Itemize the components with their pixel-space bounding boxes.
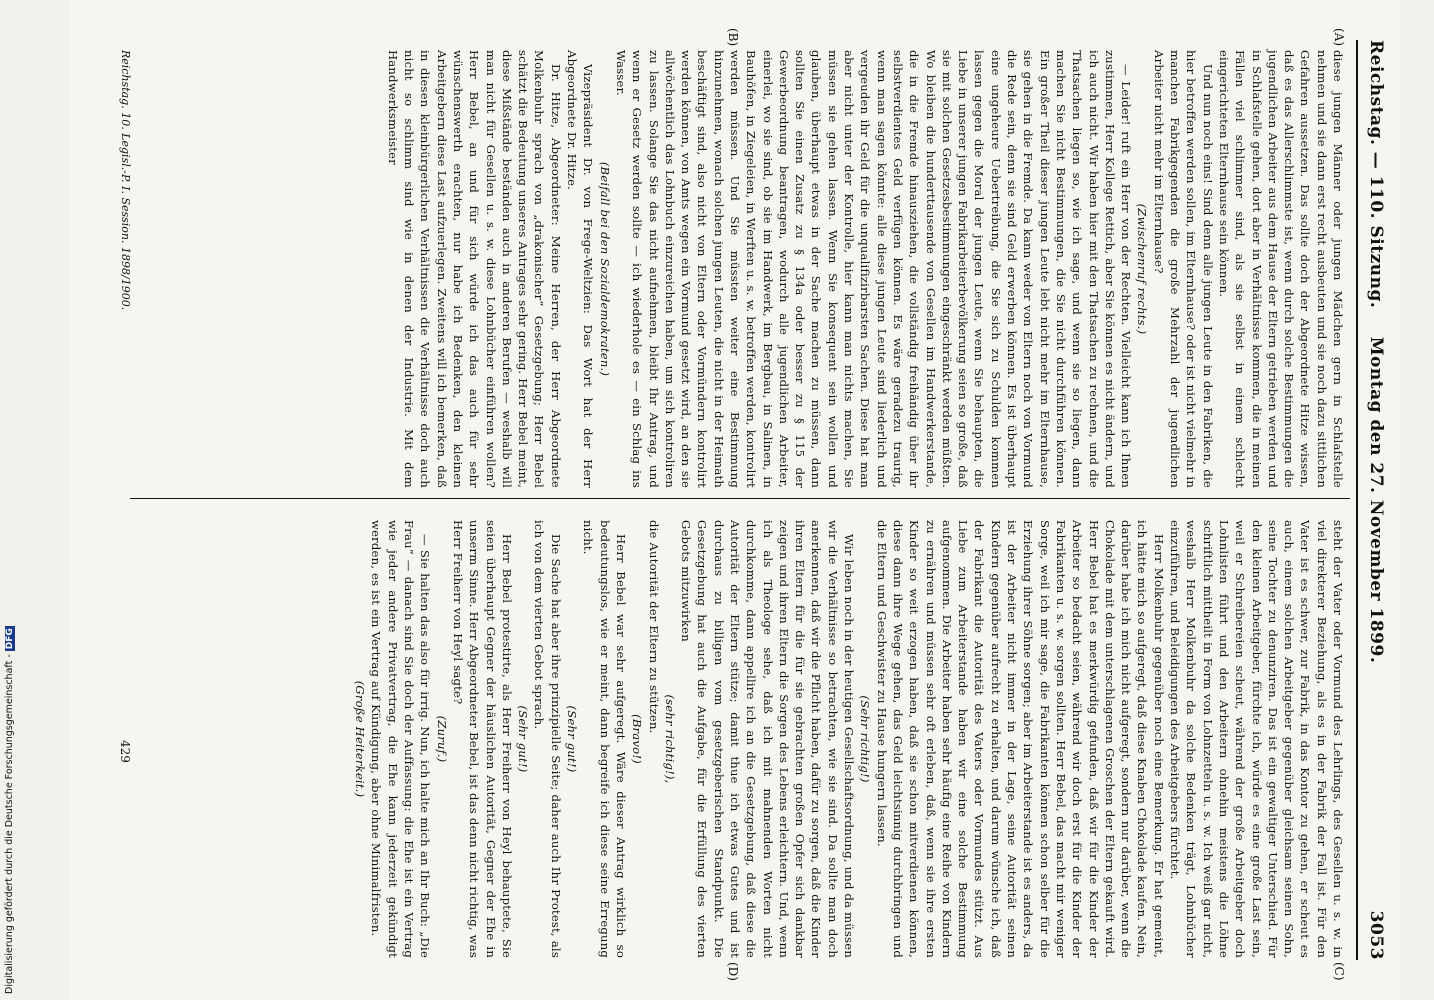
paragraph: Die Sache hat aber ihre prinzipielle Seite; daher auch Ihr Protest, als ich von dem vierten Gebot sprach. (532, 520, 563, 958)
interjection: (sehr richtig!), (662, 694, 677, 784)
margin-mark-d: (D) (726, 962, 740, 981)
left-column (384, 50, 1346, 488)
paragraph: — Sie halten das also für irrig. Nun, ich halte mich an Ihr Buch: „Die Frau“ — danach sind Sie doch der Auffassung: die Ehe ist ein Vertrag wie jeder andere Privatvertrag, die Ehe kann jederzeit gekündigt werden, es ist ein Vertrag auf Kündigung, aber ohne Minimalfristen. (369, 520, 433, 958)
paragraph: Herr Molkenbuhr gegenüber noch eine Bemerkung. Er hat gemeint, ich hätte mich so aufgeregt, daß diese Knaben Chokolade kaufen. Nein, darüber habe ich mich nicht aufgeregt, sondern nur darüber, wenn die Chokolade mit dem unterschlagenen Groschen der Eltern gekauft wird. Herr Bebel hat es merkwürdig gefunden, daß wir für die Kinder der Arbeiter so bedacht seien, während wir doch erst für die Kinder der Fabrikanten u. s. w. sorgen sollten. Herr Bebel, das macht mir weniger Sorge, weil ich mir sage, die Fabrikanten können schon selber für die Erziehung ihrer Söhne sorgen; aber im Arbeiterstande ist es anders, da ist der Arbeiter nicht immer in der Lage, seine Autorität seinen Kindern gegenüber aufrecht zu erhalten, und darum wünsche ich, daß der Fabrikant die Autorität des Vaters oder Vormundes stützt. Aus Liebe zum Arbeiterstande haben wir eine solche Bestimmung aufgenommen. Die Arbeiter haben sehr häufig eine Reihe von Kindern zu ernähren und müssen sehr oft erleben, daß, wenn sie ihre ersten Kinder so weit erzogen haben, daß sie schon mitverdienen können, diese dann ihre Wege gehen, das Geld leichtsinnig durchbringen und die Eltern und Geschwister zu Hause hungern lassen. (874, 520, 1166, 958)
footer-page-number: 429 (118, 740, 132, 763)
digitization-credit (4, 608, 20, 994)
paragraph: — Leider! ruft ein Herr von der Rechten. Vielleicht kann ich Ihnen zustimmen, Herr Kollege Rettich, aber Sie können es nicht ändern, und ich auch nicht. Wir haben hier mit den Thatsachen zu rechnen, und die Thatsachen liegen so, wie ich sage, und wenn sie so liegen, dann machen Sie nicht Bestimmungen, die Sie nicht durchführen können. Ein großer Theil dieser jungen Leute lebt nicht mehr im Elternhause, sie gehen in die Fremde. Da kann weder von Eltern noch von Vormund die Rede sein, denn sie sind Geld erwerben können. Es ist überhaupt eine ungeheure Uebertreibung, die Sie sich zu Schulden kommen lassen gegen die Moral der jungen Leute, wenn Sie behaupten, die Liebe in unserer jungen Fabrikarbeiterbevölkerung seien so große, daß sie mit solchen Gesetzesbestimmungen eingeschränkt werden müßten. Wo bleiben die hunderttausende von Gesellen im Handwerkerstande, die in die Fremde hinausziehen, die vollständig freihändig über ihr selbstverdientes Geld verfügen können. Es wäre geradezu traurig, wenn man sagen könnte: alle diese jungen Leute sind liederlich und vergeuden ihr Geld für die unqualifizirbarsten Sachen. Diese hat man aber nicht unter der Kontrolle, hier kann man nichts machen, Sie müssen sie gehen lassen. Wenn Sie konsequent sein wollen und glauben, überhaupt etwas in der Sache machen zu müssen, dann sollten Sie einen Zusatz zu § 134a oder besser zu § 115 der Gewerbeordnung beantragen, wodurch alle jugendlichen Arbeiter, einerlei, wo sie sind, ob sie im Handwerk, im Bergbau, in Salinen, in Bauhöfen, in Ziegeleien, in Werften u. s. w. betroffen werden, kontrolirt werden müssen. Und Sie müssten weiter eine Bestimmung hinzunehmen, wonach solchen jungen Leuten, die nicht in der Heimath beschäftigt sind, also nicht von Eltern oder Vormündern kontrolirt werden können, von Amts wegen ein Vormund gesetzt wird, an den sie allwöchentlich das Lohnbuch einzureichen haben, um sich kontroliren zu lassen. Solange Sie das nicht aufnehmen, bleibt Ihr Antrag, und wenn er Gesetz werden sollte — ich wiederhole es — ein Schlag ins Wasser. (613, 50, 1134, 488)
paragraph: Und nun noch eins! Sind denn alle jungen Leute in den Fabriken, die hier betroffen werden sollen, im Elternhause? oder ist nicht vielmehr in manchen Fabrikgegenden die große Mehrzahl der jugendlichen Arbeiter nicht mehr im Elternhause? (1151, 50, 1215, 488)
header-left: Reichstag. — 110. Sitzung. (1366, 40, 1386, 309)
interjection: (Bravo!) (630, 714, 645, 764)
dfg-logo: DFG (5, 628, 15, 650)
paragraph: Herr Bebel protestirte, als Herr Freiherr von Heyl behauptete, Sie seien überhaupt Gegner der häuslichen Autorität, Gegner der Ehe in unserm Sinne. Herr Abgeordneter Bebel, ist das denn nicht richtig, was Herr Freiherr von Heyl sagte? (450, 520, 514, 958)
paragraph: diese jungen Männer oder jungen Mädchen gern in Schlafstelle nehmen und sie dann erst recht ausbeuten und sie noch dazu sittlichen Gefahren aussetzen. Das sollte doch der Abgeordnete Hitze wissen, daß es das Allerschlimmste ist, wenn durch solche Bestimmungen die jugendlichen Arbeiter aus dem Hause der Eltern getrieben werden und in Schlafstelle gehen, dort aber in Verhältnisse kommen, die in meinen Fällen viel schlimmer sind, als sie selbst in einem schlecht eingerichteten Elternhause sein können. (1216, 50, 1345, 488)
paragraph: die Autorität der Eltern zu stützen. (646, 520, 661, 734)
page-header (1360, 40, 1386, 960)
header-rule (1356, 40, 1358, 960)
margin-mark-b: (B) (726, 28, 740, 47)
right-column (352, 520, 1346, 958)
credit-text: Digitalisierung gefördert durch die Deutsche Forschungsgemeinschaft - (4, 654, 15, 994)
interjection: (Sehr gut!) (565, 705, 580, 773)
interjection: (Große Heiterkeit.) (353, 680, 368, 798)
interjection: (Sehr richtig!) (858, 695, 873, 783)
rotated-page (70, 0, 1400, 1000)
footer-session: Reichstag. 10. Legisl.-P. I. Session. 1898/1900. (119, 50, 132, 311)
interjection: (Sehr gut!) (516, 705, 531, 773)
paragraph: steht der Vater oder Vormund des Lehrlings, des Gesellen u. s. w. in viel direkterer Beziehung, als es in der Fabrik der Fall ist. Für den Vater ist es schwer, zur Fabrik, in das Kontor zu gehen, er scheut es auch, einem solchen Arbeitgeber gegenüber gleichsam seinen Sohn, seine Tochter zu denunziren. Das ist ein gewaltiger Unterschied. Für den kleinen Arbeitgeber, fürchte ich, würde es eine große Last sein, weil er Schreibereien scheut, während der große Arbeitgeber doch Lohnlisten führt und den Arbeitern ohnehin meistens die Löhne schriftlich mittheilt in Form von Lohnzetteln u. s. w. Ich weiß gar nicht, weshalb Herr Molkenbuhr da solche Bedenken trägt, Lohnbücher einzuführen, und Beleidigungen des Arbeitgebers fürchtet. (1168, 520, 1345, 958)
paragraph: Dr. Hitze, Abgeordneter: Meine Herren, der Herr Abgeordnete Molkenbuhr sprach von „drakonischer“ Gesetzgebung; Herr Bebel schätzt die Bedeutung unseres Antrages sehr gering. Herr Bebel meint, diese Mißstände beständen auch in anderen Berufen — weshalb will man nicht für Gesellen u. s. w. diese Lohnbücher einführen wollen? Herr Bebel, an und für sich würde ich das auch für sehr wünschenswerth erachten, nur habe ich Bedenken, den kleinen Arbeitgebern diese Last aufzuerlegen. Zweitens will ich bemerken, daß in diesen kleinbürgerlichen Verhältnissen die Verhältnisse doch auch nicht so schlimm sind wie in denen der Industrie. Mit dem Handwerksmeister (385, 50, 563, 488)
margin-mark-a: (A) (1332, 28, 1346, 47)
column-divider (130, 498, 1350, 499)
interjection: (Zuruf.) (434, 715, 449, 763)
paragraph: Vizepräsident Dr. von Frege-Weltzien: Das Wort hat der Herr Abgeordnete Dr. Hitze. (565, 50, 596, 488)
interjection: (Beifall bei den Sozialdemokraten.) (597, 161, 612, 377)
paragraph: Herr Bebel war sehr aufgeregt. Wäre dieser Antrag wirklich so bedeutungslos, wie er meint, dann begreife ich diese seine Erregung nicht. (581, 520, 628, 958)
interjection: (Zwischenruf rechts.) (1135, 203, 1150, 335)
paragraph: Wir leben noch in der heutigen Gesellschaftsordnung, und da müssen wir die Verhältnisse so betrachten, wie sie sind. Da sollte man doch anerkennen, daß wir die Pflicht haben, dafür zu sorgen, daß die Kinder ihren Eltern für die für sie gebrachten großen Opfer sich dankbar zeigen und ihren Eltern die Sorgen des Lebens erleichtern. Und, wenn ich als Theologe sehe, daß ich mit mahnenden Worten nicht durchkomme, dann appellire ich an die Gesetzgebung, daß diese die Autorität der Eltern stütze; damit thue ich etwas Gutes und ist durchaus zu billigen vom gesetzgeberischen Standpunkt. Die Gesetzgebung hat auch die Aufgabe, für die Erfüllung des vierten Gebots mitzuwirken (679, 520, 857, 958)
header-center: Montag den 27. November 1899. (1366, 336, 1386, 664)
margin-mark-c: (C) (1332, 962, 1346, 981)
header-page-number: 3053 (1366, 910, 1386, 960)
